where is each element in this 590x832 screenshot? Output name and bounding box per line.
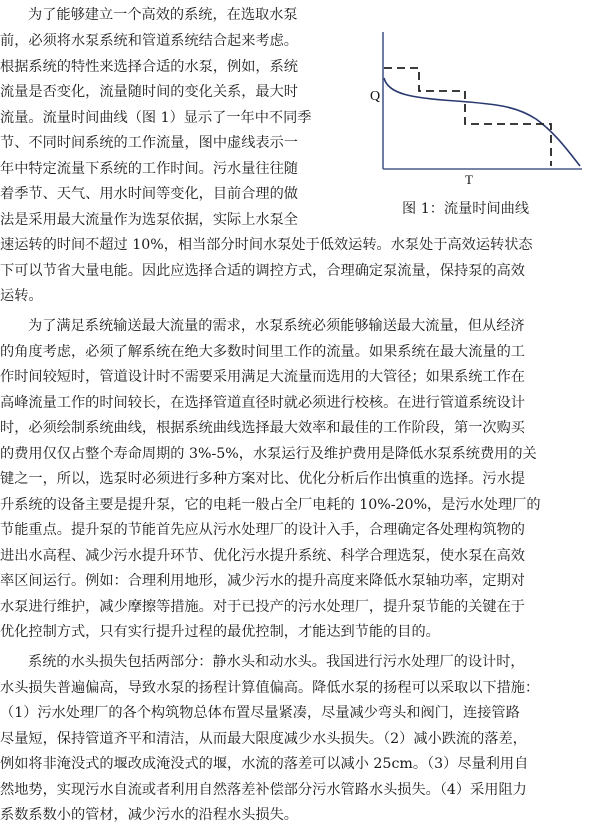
y-axis-label: Q [370, 89, 381, 104]
text-line: 率区间运行。例如：合理利用地形，减少污水的提升高度来降低水泵轴功率，定期对 [0, 573, 525, 589]
x-axis-label: T [465, 172, 473, 187]
text-line: 然地势，实现污水自流或者利用自然落差补偿部分污水管路水头损失。（4）采用阻力 [0, 782, 527, 798]
text-line: 着季节、天气、用水时间等变化，目前合理的做 [0, 186, 298, 202]
text-line: 根据系统的特性来选择合适的水泵，例如，系统 [0, 59, 298, 75]
text-line: 高峰流量工作的时间较长，在选择管道直径时就必须进行校核。在进行管道系统设计 [0, 395, 525, 411]
text-line: 为了满足系统输送最大流量的需求，水泵系统必须能够输送最大流量，但从经济 [28, 318, 525, 334]
text-line: 系数系数小的管材，减少污水的沿程水头损失。 [0, 807, 298, 823]
text-line: 升系统的设备主要是提升泵，它的电耗一般占全厂电耗的 10%-20%，是污水处理厂的 [0, 497, 541, 513]
text-line: 例如将非淹没式的堰改成淹没式的堰，水流的落差可以减小 25cm。（3）尽量利用自 [0, 756, 529, 772]
text-line: 的角度考虑，必须了解系统在绝大多数时间里工作的流量。如果系统在最大流量的工 [0, 344, 525, 360]
text-line: 的费用仅仅占整个寿命周期的 3%-5%，水泵运行及维护费用是降低水泵系统费用的关 [0, 446, 537, 462]
text-line: 法是采用最大流量作为选泵依据，实际上水泵全 [0, 212, 298, 228]
text-line: 速运转的时间不超过 10%，相当部分时间水泵处于低效运转。水泵处于高效运转状态 [0, 237, 533, 253]
text-line: 尽量短，保持管道齐平和清洁，从而最大限度减少水头损失。（2）减小跌流的落差， [0, 731, 527, 747]
text-line: 优化控制方式，只有实行提升过程的最优控制，才能达到节能的目的。 [0, 624, 440, 640]
text-line: 水泵进行维护，减少摩擦等措施。对于已投产的污水处理厂，提升泵节能的关键在于 [0, 599, 525, 615]
flow-time-figure [366, 24, 588, 224]
text-line: 水头损失普遍偏高，导致水泵的扬程计算值偏高。降低水泵的扬程可以采取以下措施： [0, 680, 540, 696]
text-line: 流量。流量时间曲线（图 1）显示了一年中不同季 [0, 110, 312, 126]
text-line: 键之一，所以，选泵时必须进行多种方案对比、优化分析后作出慎重的选择。污水提 [0, 471, 525, 487]
text-line: 流量是否变化，流量随时间的变化关系，最大时 [0, 84, 298, 100]
text-line: 时，必须绘制系统曲线，根据系统曲线选择最大效率和最佳的工作阶段，第一次购买 [0, 420, 525, 436]
text-line: 为了能够建立一个高效的系统，在选取水泵 [28, 7, 298, 23]
text-line: 前，必须将水泵系统和管道系统结合起来考虑。 [0, 33, 298, 49]
text-line: 年中特定流量下系统的工作时间。污水量往往随 [0, 161, 298, 177]
figure-caption: 图 1：流量时间曲线 [402, 201, 530, 217]
operating-time-step-line [384, 68, 551, 166]
text-line: 作时间较短时，管道设计时不需要采用满足大流量而选用的大管径；如果系统工作在 [0, 369, 525, 385]
text-line: 节、不同时间系统的工作流量，图中虚线表示一 [0, 135, 298, 151]
text-line: 进出水高程、减少污水提升环节、优化污水提升系统、科学合理选泵，使水泵在高效 [0, 548, 525, 564]
text-line: 系统的水头损失包括两部分：静水头和动水头。我国进行污水处理厂的设计时， [28, 654, 525, 670]
text-line: （1）污水处理厂的各个构筑物总体布置尽量紧凑，尽量减少弯头和阀门，连接管路 [0, 705, 520, 721]
text-line: 节能重点。提升泵的节能首先应从污水处理厂的设计入手，合理确定各处理构筑物的 [0, 522, 525, 538]
flow-time-chart [366, 24, 588, 204]
text-line: 下可以节省大量电能。因此应选择合适的调控方式，合理确定泵流量，保持泵的高效 [0, 263, 525, 279]
text-line: 运转。 [0, 288, 43, 304]
